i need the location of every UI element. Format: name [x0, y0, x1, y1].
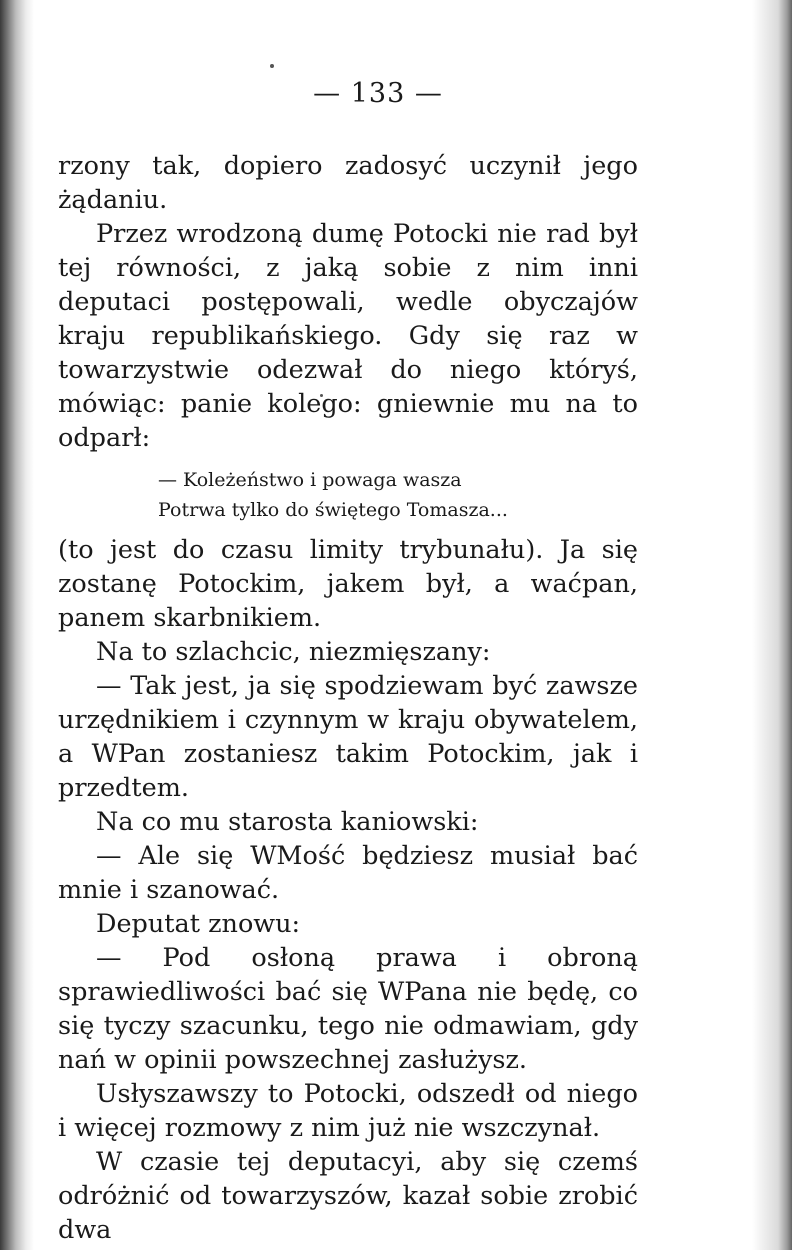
- paragraph: (to jest do czasu limity trybunału). Ja się zostanę Potockim, jakem był, a waćpan, panem skarbnikiem.: [58, 535, 638, 633]
- scan-edge-left: [0, 0, 34, 1250]
- scan-edge-right: [752, 0, 792, 1250]
- paragraph: Usłyszawszy to Potocki, odszedł od niego i więcej rozmowy z nim już nie wszczynał.: [58, 1079, 638, 1143]
- page-number: — 133 —: [313, 78, 443, 109]
- paragraph: — Pod osłoną prawa i obroną sprawiedliwości bać się WPana nie będę, co się tyczy szacunku, tego nie odmawiam, gdy nań w opinii powszechnej zasłużysz.: [58, 943, 638, 1075]
- paragraph: W czasie tej deputacyi, aby się czemś odróżnić od towarzyszów, kazał sobie zrobić dwa: [58, 1147, 638, 1245]
- paragraph: — Tak jest, ja się spodziewam być zawsze urzędnikiem i czynnym w kraju obywatelem, a WPan zostaniesz takim Potockim, jak i przedtem.: [58, 671, 638, 803]
- verse-line: Potrwa tylko do świętego Tomasza...: [158, 499, 508, 521]
- paragraph: Przez wrodzoną dumę Potocki nie rad był tej równości, z jaką sobie z nim inni deputaci postępowali, wedle obyczajów kraju republikańskiego. Gdy się raz w towarzystwie odezwał do niego któryś, mówiąc: panie kolego: gniewnie mu na to odparł:: [58, 219, 638, 453]
- paragraph: Na co mu starosta kaniowski:: [96, 807, 479, 837]
- verse-quote: [158, 465, 638, 525]
- scan-speck: [270, 64, 274, 68]
- paragraph: rzony tak, dopiero zadosyć uczynił jego żądaniu.: [58, 151, 638, 215]
- paragraph: Deputat znowu:: [96, 909, 301, 939]
- paragraph: Na to szlachcic, niezmięszany:: [96, 637, 491, 667]
- verse-line: — Koleżeństwo i powaga wasza: [158, 469, 462, 491]
- book-page: [58, 78, 638, 1247]
- paragraph: — Ale się WMość będziesz musiał bać mnie i szanować.: [58, 841, 638, 905]
